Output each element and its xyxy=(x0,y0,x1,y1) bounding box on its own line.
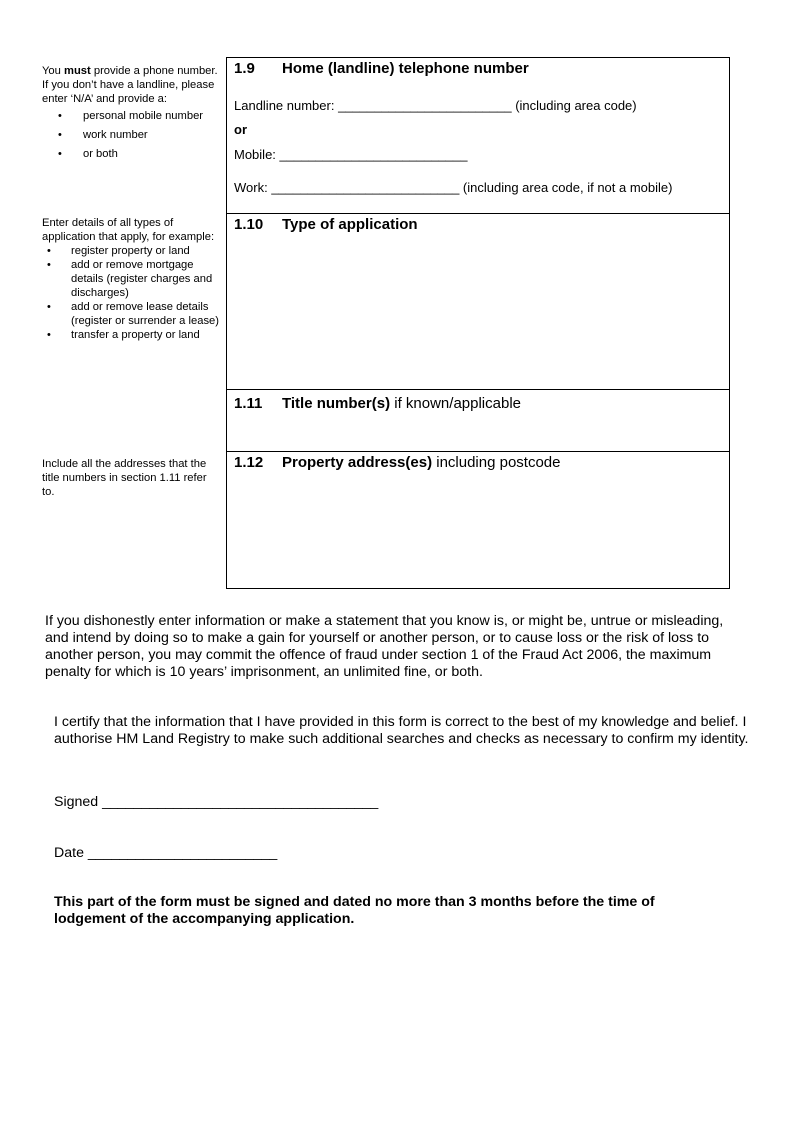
list-item: • register property or land xyxy=(42,244,220,258)
section-1-10-box[interactable] xyxy=(226,213,730,390)
fraud-warning: If you dishonestly enter information or make a statement that you know is, or might be, untrue or misleading, and intend by doing so to make a gain for yourself or another person, or to cause loss or the risk of loss to another person, you may commit the offence of fraud under section 1 of the Fraud Act 2006, the maximum penalty for which is 10 years’ imprisonment, an unlimited fine, or both. xyxy=(45,613,724,680)
section-1-9-heading xyxy=(234,60,529,77)
application-guidance-note xyxy=(42,216,220,342)
section-title: Property address(es) xyxy=(282,454,433,471)
list-item: • add or remove lease details (register or surrender a lease) xyxy=(42,300,220,328)
section-number: 1.10 xyxy=(234,216,264,233)
must-emphasis: must xyxy=(64,65,91,77)
application-guidance-intro: Enter details of all types of application that apply, for example: xyxy=(42,217,215,243)
certification-statement: I certify that the information that I have provided in this form is correct to the best of my knowledge and belief. I authorise HM Land Registry to make such additional searches and checks as necessary to confirm my identity. xyxy=(54,714,749,747)
section-1-11-heading xyxy=(234,395,521,412)
section-number: 1.11 xyxy=(234,395,263,412)
section-title-suffix: if known/applicable xyxy=(390,395,521,412)
signing-deadline-note: This part of the form must be signed and dated no more than 3 months before the time of lodgement of the accompanying application. xyxy=(54,894,655,927)
section-number: 1.12 xyxy=(234,454,264,471)
list-item: • personal mobile number xyxy=(42,109,220,123)
application-types-list xyxy=(42,244,220,342)
section-1-10-heading xyxy=(234,216,418,233)
addresses-guidance-text: Include all the addresses that the title numbers in section 1.11 refer to. xyxy=(42,458,207,498)
work-number-field[interactable]: Work: __________________________ (including area code, if not a mobile) xyxy=(234,180,673,195)
section-1-9-box xyxy=(226,57,730,214)
section-number: 1.9 xyxy=(234,60,255,77)
landline-number-field[interactable]: Landline number: ________________________ (including area code) xyxy=(234,98,637,113)
section-1-11-box[interactable] xyxy=(226,389,730,452)
section-title: Home (landline) telephone number xyxy=(282,60,529,77)
addresses-guidance-note xyxy=(42,457,220,499)
list-item: • transfer a property or land xyxy=(42,328,220,342)
section-title-suffix: including postcode xyxy=(432,454,561,471)
section-1-12-heading xyxy=(234,454,561,471)
section-1-12-box[interactable] xyxy=(226,451,730,589)
signed-field[interactable]: Signed ___________________________________ xyxy=(54,794,379,810)
phone-options-list xyxy=(42,109,220,161)
section-title: Type of application xyxy=(282,216,418,233)
or-label: or xyxy=(234,122,247,137)
list-item: • or both xyxy=(42,147,220,161)
phone-guidance-note xyxy=(42,64,220,166)
date-field[interactable]: Date ________________________ xyxy=(54,845,278,861)
mobile-number-field[interactable]: Mobile: __________________________ xyxy=(234,147,468,162)
section-title: Title number(s) xyxy=(282,395,391,412)
list-item: • add or remove mortgage details (register charges and discharges) xyxy=(42,258,220,300)
phone-guidance-intro: You must provide a phone number. If you don’t have a landline, please enter ‘N/A’ and provide a: xyxy=(42,65,218,105)
list-item: • work number xyxy=(42,128,220,142)
